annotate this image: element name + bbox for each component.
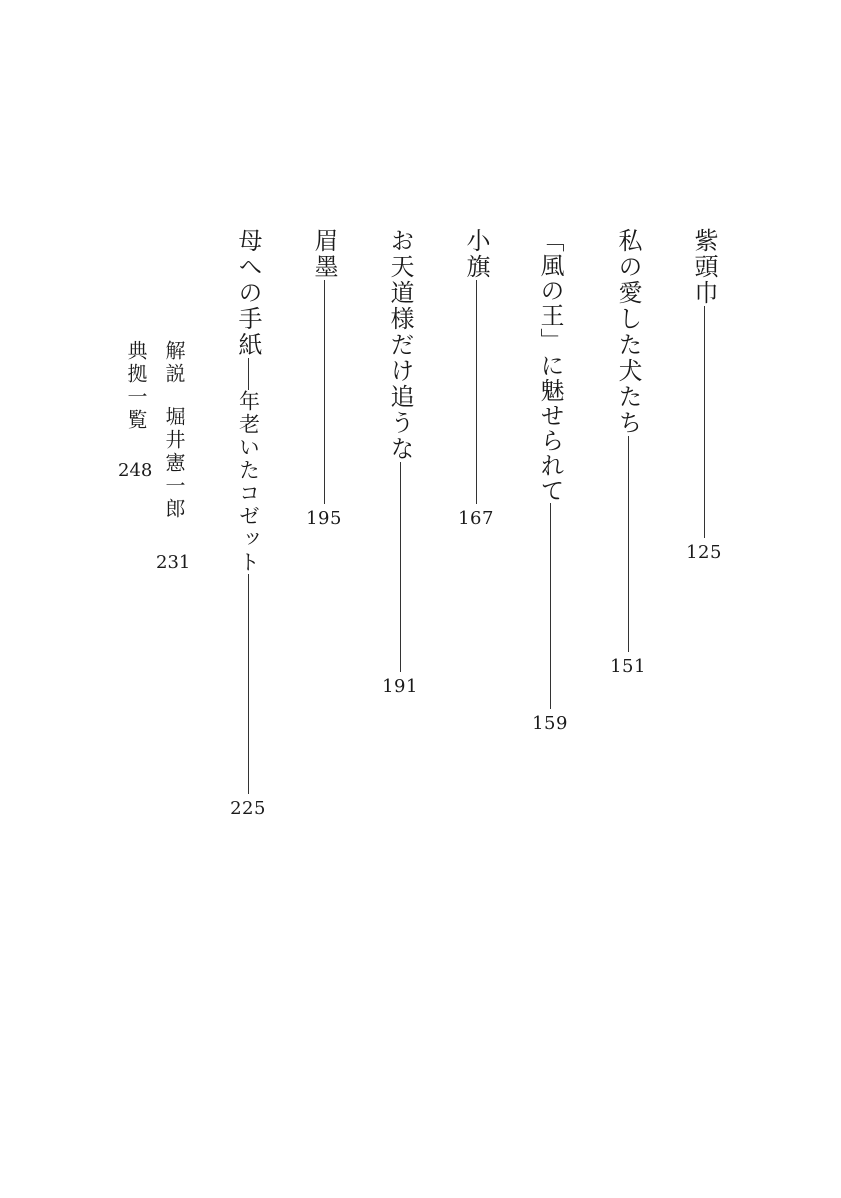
toc-entry-subtitle: 年老いたコゼット xyxy=(236,390,261,574)
sources-label: 典拠一覧 xyxy=(124,340,148,432)
toc-entry[interactable] xyxy=(456,228,496,529)
leader-line xyxy=(476,280,477,504)
afterword-author: 堀井憲一郎 xyxy=(162,406,186,521)
leader-line xyxy=(400,462,401,672)
afterword-label: 解説 xyxy=(162,340,186,386)
toc-entry-title: 「風の王」に魅せられて xyxy=(536,228,564,503)
toc-page-number: 191 xyxy=(382,676,418,697)
leader-line xyxy=(628,436,629,652)
toc-page-number: 195 xyxy=(306,508,342,529)
toc-entry-title: お天道様だけ追うな xyxy=(386,228,414,462)
toc-entry-title: 小旗 xyxy=(462,228,490,280)
toc-entry[interactable] xyxy=(228,228,268,819)
leader-line xyxy=(248,358,249,390)
toc-page-number: 225 xyxy=(230,798,266,819)
toc-entry[interactable] xyxy=(304,228,344,529)
sources-entry[interactable] xyxy=(116,340,156,432)
afterword-page-number: 231 xyxy=(156,552,191,573)
toc-entry-title: 紫頭巾 xyxy=(690,228,718,306)
toc-entry[interactable] xyxy=(530,228,570,734)
sources-page-number: 248 xyxy=(118,460,153,481)
toc-entry-title: 眉墨 xyxy=(310,228,338,280)
afterword-entry[interactable] xyxy=(154,340,194,521)
leader-line xyxy=(248,574,249,794)
leader-line xyxy=(704,306,705,538)
toc-entry-title: 私の愛した犬たち xyxy=(614,228,642,436)
toc-entry[interactable] xyxy=(684,228,724,563)
toc-page-number: 159 xyxy=(532,713,568,734)
toc-page-number: 167 xyxy=(458,508,494,529)
toc-page-number: 125 xyxy=(686,542,722,563)
toc-entry[interactable] xyxy=(608,228,648,677)
toc-entry-title: 母への手紙 xyxy=(234,228,262,358)
leader-line xyxy=(324,280,325,504)
toc-page-number: 151 xyxy=(610,656,646,677)
toc-entry[interactable] xyxy=(380,228,420,697)
leader-line xyxy=(550,503,551,709)
